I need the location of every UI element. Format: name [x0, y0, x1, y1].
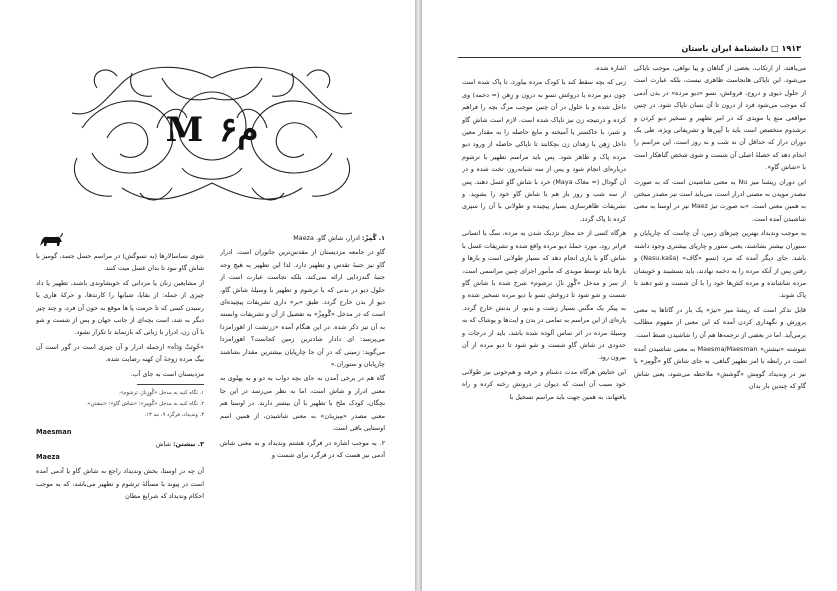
paragraph: «خُوِثتْ وَدَاَه» ازجمله ادرار و آن چیزی است در گور است آن بیگ مرده زوجهٔ آن کهنه رضایت شده.	[36, 342, 204, 364]
footnote: ۲. نگاه کنید به مدخل «گُومِزِ»؛ «شاش گاو»؛ «نیشتن».	[85, 401, 204, 408]
right-page	[422, 0, 837, 591]
entry-subhead: شاش	[155, 440, 171, 449]
paragraph: از مشایعین زنان یا مردانی که خویشاوندی باشند، تطهیر یا داد چیزی از جمله: از بقایا، شبانها را کارندها، و حرکهٔ هاری یا رسیدن کسی که تا حرمت یا ها موقع به خون آن فرد، و چند چیز دیگر به شد، است بچه‌ای از جانب جهان و پس از شست و شو با آن زن، ادرار با زبانی که بازنماید تا تکرار نشود.	[36, 278, 204, 337]
entry-heading: ۱. گُمِزْ:	[361, 234, 385, 242]
paragraph: قابل تذکر است که ریشهٔ میز «تیژ» یک بار در گاثاها به معنی پرورش و نگهداری کردن آمده که این معنی از مفهوم مطالب برمی‌آید. اما در بعضی از ترجمه‌ها هم آن را شاشیدن ضبط است.	[634, 305, 806, 339]
paragraph: به موجب وندیداد بهترین چیزهای زمین، آن چاست که چارپایان و ستوران بیشتر بشاشند، یعنی ستور و چارپای بیشتری وجود داشته باشد. جای دیگر آمده که مرد (نسو «گاف» (Nasu.kaša) و رفتن پس از آنکه مرده را به دخمه نهادند، باید بسشیند و خویشان مرده شاشانده و مرده کش‌ها خود را با آن شست و شو دهند تا پاک شوند.	[634, 229, 806, 300]
left-page-column-right	[220, 232, 385, 542]
decorative-ornament	[62, 58, 362, 208]
paragraph: شوی نساسالارها (به نسوگش) در مراسم حسل جسد، گومیز با شاش گاو نبود تا بدان غسل میت کنند.	[36, 252, 204, 273]
entry-heading: ۳. نیشتن:	[173, 440, 204, 449]
running-header	[458, 44, 801, 58]
footnote-divider	[137, 384, 204, 385]
right-page-column-right	[634, 62, 806, 542]
footnote: ۱. نگاه کنید به مدخل «گُوِزِناژ، ترشوم».	[118, 390, 204, 397]
paragraph: این ختایص هرگاه مدت دشنام و حرفه و هم‌خونی نیز طولانی خود سبب آن است که دیوان در درونش رخنه کرده و راه یافتهاند، به همین جهت باید مراسم تسخیل با	[462, 367, 626, 401]
paragraph: گاه هم در برخی آمدن به جای بچه دواب به دو و به پهلوی به معنی ادرار و شاش است، اما به نظر می‌رسد در این جا بچگان، کودک ملخ با تطهیر با آن بیشتر دارند. در اوستا هم معنی مصدر «مِیزیدَن» به معنی شاشیدن، از همین اسم اوستایی باقی است.	[220, 374, 385, 433]
running-header-text: ۱۹۱۳ □ دانشنامهٔ ایران باستان	[681, 44, 801, 53]
paragraph: شوشته «نیشتن» Maesma/Maesman به معنی شاشیدن آمده است در رابطه با امر تطهیر گناهی، به جای شاش گاو «گُومِز» با نیز در وندیداد گومِش «گوشش» ملاحظه می‌شود، یعنی شاش گاو که چندین بار بدان	[634, 344, 806, 391]
paragraph: ۲. به موجب اشاره در فرگرد هشتم وندیداد و به معنی شاش آدمی نیز هست که در فرگرد برای شست و	[220, 438, 385, 459]
right-page-column-left	[462, 62, 626, 542]
left-page	[0, 0, 415, 591]
book-gutter	[415, 0, 422, 591]
paragraph: آن چه در اوستا، بخش وندیداد راجع به شاش گاو یا آدمی آمده است در پیوند با مسألهٔ ترشوم و تطهیر می‌باشد، که به موجب احکام وندیداد که شرایع مطان	[36, 467, 204, 501]
ornament-title: M ۶م	[165, 110, 259, 150]
paragraph: اشاره شده.	[594, 64, 626, 72]
entry-latin-term: Maeza	[36, 452, 60, 461]
footnote: ۳. وندیداد، فرگرد ۹، بند ۱۳.	[144, 412, 204, 419]
paragraph: می‌یافتد، از ارتکاب، بعضی از گناهان و پیا نواهی، موجب نایاکی می‌شود. این نایاکی هانجاست ظاهری نیست، بلکه عبارت است از حلول دیوی و دروج، فروغش، نسو «دیو مرده» در بدن آدمی که موجب می‌شود فرد از درون تا آن نسان ناپاک شود. در چنین مواقعی منع یا مویدی که در امر تطهیر و تسخیر دیو کردن و ترشدوم متخصص است باید با آیین‌ها و تشریفاتی ویژه، طی یک دوران دراز که حداقل آن نه شب و نه روز است، این مراسم را انجام دهد که خصلهٔ اصلی آن شست و شوی شخص گناهکار است با «شاش گاو».	[634, 64, 806, 172]
lion-emblem-icon	[38, 232, 64, 250]
paragraph: گاو در جامعه مزدیسنان از مقدس‌ترین جانوران است. ادرار گاو نیز جنبهٔ تقدس و تطهیر دارد. لذا این تطهیر به هیچ وجه جنبهٔ گندزدایی ارائه نمی‌کند، بلکه نجاست عبارت است از حلول دیو در بدنی که با ترشوم و تطهیر با وسیلهٔ شاش گاو، دیو از بدن خارج گردد. طبق «بر» داری تشریفات پیچیده‌ای است که در مدخل «گُومِزْ» به تفصیل از آن و تشریفات وابسته به آن تیز ذکر شده. در این هنگام آمده «زرتشت از اهورامزدا می‌پرسد: ای دادار شادترین زمین کجاست؟ اهورامزدا می‌گوید: زمینی که در آن جا چارپایان بیشترین مقدار بشاشند چارپایان و ستوران.»	[220, 248, 385, 369]
paragraph: این دوران ریشنا میز Nu به معنی شاشیدن است که به صورت مصدر مویدن به مصنی ادرار است، می‌باید است تیز مصدر میختن به همین معنی است. «به صورت تیژ Maez نیز در اوستا به معنی شاشیدن آمده است.	[634, 177, 806, 223]
paragraph: زنی که بچه سقط کند یا کودک مرده بیاورد، تا پاک شده است چون دیو مرده یا دروغش تسو به درون و زِهن (= دخمه) وی داخل شده و با حلول در آن چنین موجب مرگ بچه را فراهم کرده و درنتیجه زن نیز ناپاک شده است. لازم است شاش گاو و شیر، با خاکستر یا آمیخته و مایع حاصله را به مقدار معین داخل زِهِن یا زهدان زن بچکانند تا ناپاکی حاصله از ورود دیو مرده پاک و طاهر شود. پس باید مراسم تطهیر با ترشوم درباره‌ای انجام شود و پس از سه شبانه‌روز، تخت شده و در آن گودال (= مغاک Maya) خرد با شاش گاو غسل دهند. پس از سه شب و روز باز هم با شاش گاو خود را بشوید. و تشریفات ظاهرسازی بسیار پیچیده و طولانی با آن را سپری کرده تا پاک گردد.	[462, 78, 626, 223]
left-page-column-left	[36, 250, 204, 542]
entry-subhead: ادرار، شاش گاو. Maeza	[293, 234, 360, 242]
paragraph: هرگاه کسی از حد مجاز نزدیک شدن به مرده، سگ یا انسانی فراتر رود، مورد حملهٔ دیو مرده واقع شده و تشریفات غسل با شاش گاو با یاری انجام دهد که بسیار طولانی است و بارها و بارها باید توسط موبدی که مأمور اجرای چنین مراسمی است، از سر و مدخل «گُوِزِ ناژَ، ترشوم» شرح شده با شاش گاو شست و شو شود تا دروغش تسو یا دیو مرده تسخیر شده و به پیکر یک مگس بسیار زشت و بدبو، از بدنش خارج گردد. پاره‌ای از این مراسم به تمامی در بدن و ایت‌ها و پوشاک که به وسیلهٔ مرده در اثر تماس آلوده شده باشد، باید از درجات و حدودی در شاش گاو شست و شو شود تا دیو مرده از آن بیرون رود.	[462, 229, 626, 362]
paragraph: مزدیسنان است به جای آب.	[130, 369, 204, 378]
entry-latin-term: Maesman	[36, 428, 72, 437]
